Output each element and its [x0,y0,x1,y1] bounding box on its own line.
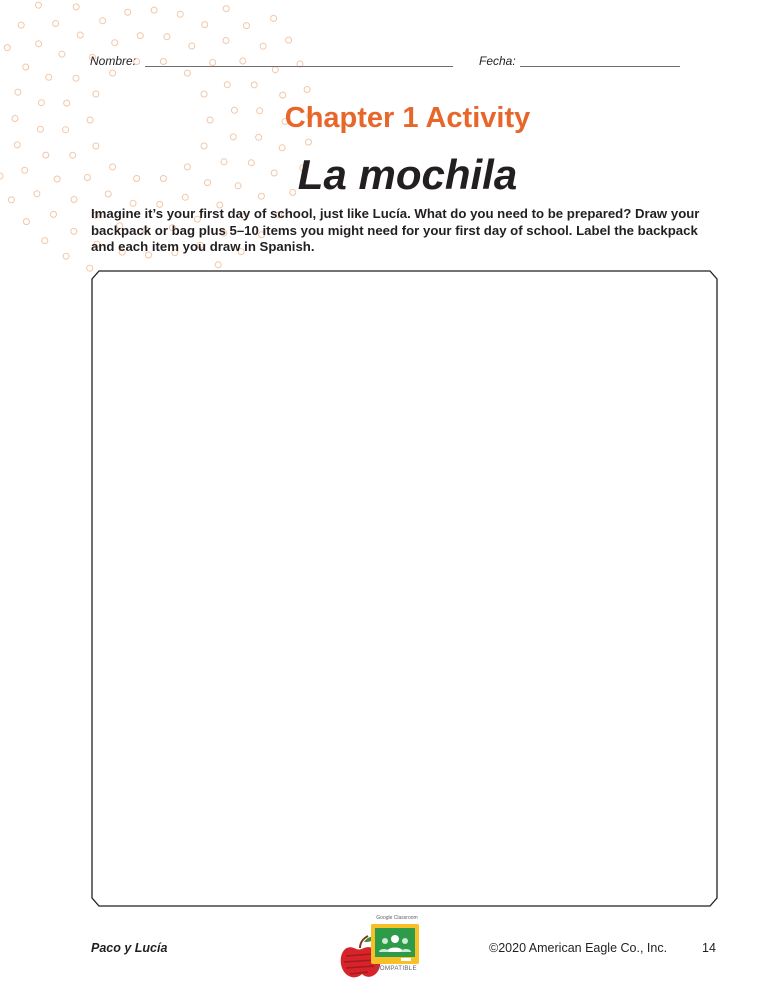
decorative-dot [73,75,79,81]
decorative-dot [215,262,221,268]
decorative-dot [306,139,312,145]
decorative-dot [73,4,79,10]
decorative-dot [53,21,59,27]
decorative-dot [125,9,131,15]
decorative-dot [71,228,77,234]
date-field[interactable] [520,66,680,67]
decorative-dot [151,7,157,13]
decorative-dot [14,142,20,148]
decorative-dot [224,82,230,88]
decorative-dot [93,143,99,149]
page-title: La mochila [297,151,518,198]
decorative-dot [23,219,29,225]
decorative-dot [201,91,207,97]
name-field[interactable] [145,66,453,67]
decorative-dot [189,43,195,49]
decorative-dot [36,41,42,47]
decorative-dot [202,22,208,28]
decorative-dot [100,18,106,24]
decorative-dot [36,2,42,8]
decorative-dot [23,64,29,70]
header-fields [90,54,690,74]
decorative-dot [286,37,292,43]
decorative-dot [280,92,286,98]
book-title: Paco y Lucía [91,941,168,955]
decorative-dot [4,45,10,51]
decorative-dot [177,11,183,17]
decorative-dot [18,22,24,28]
logo-top-text: Google Classroom [376,915,418,921]
decorative-dot [244,23,250,29]
drawing-area[interactable] [91,270,718,907]
decorative-dot [279,145,285,151]
decorative-dot [201,143,207,149]
date-label: Fecha: [479,54,516,68]
name-label: Nombre: [90,54,137,68]
decorative-dot [164,34,170,40]
decorative-dot [42,238,48,244]
instructions: Imagine it’s your first day of school, just like Lucía. What do you need to be prepared? Draw your backpack or bag plus 5–10 items you might need for your first day of school. Label the backpack and each item you draw in Spanish. [91,206,700,254]
decorative-dot [59,51,65,57]
decorative-dot [63,253,69,259]
decorative-dot [271,15,277,21]
copyright: ©2020 American Eagle Co., Inc. [489,941,668,955]
decorative-dot [223,38,229,44]
logo-compatible-text: COMPATIBLE [375,965,417,972]
decorative-dot [15,89,21,95]
page-number: 14 [702,941,716,955]
decorative-dot [112,40,118,46]
decorative-dot [93,91,99,97]
decorative-dot [256,134,262,140]
decorative-dot [137,33,143,39]
classroom-icon [371,924,419,964]
decorative-dot [251,82,257,88]
decorative-dot [46,74,52,80]
decorative-dot [223,6,229,12]
decorative-dot [304,87,310,93]
chapter-heading: Chapter 1 Activity [284,102,531,134]
decorative-dot [260,43,266,49]
decorative-dot [77,32,83,38]
decorative-dot [51,211,57,217]
